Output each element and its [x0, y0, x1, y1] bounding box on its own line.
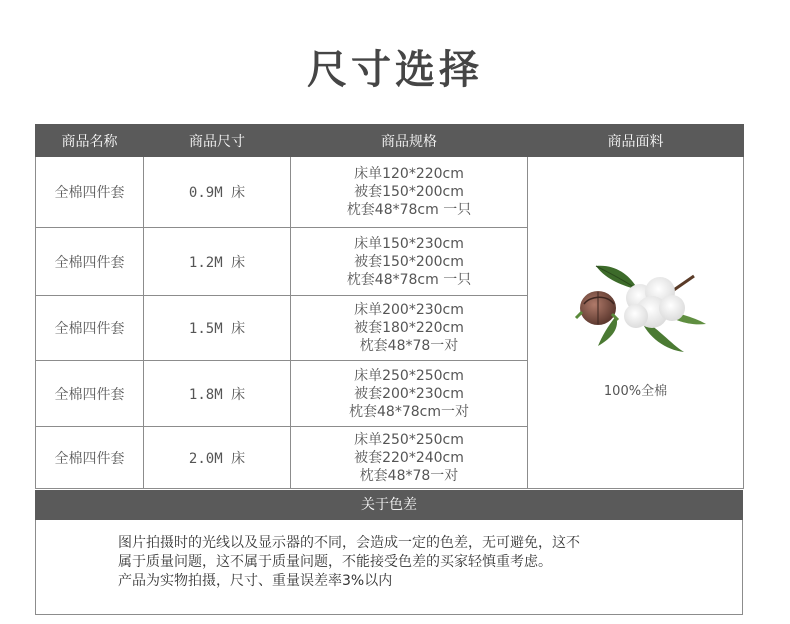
color-difference-heading: 关于色差 — [35, 490, 743, 520]
notice-line: 图片拍摄时的光线以及显示器的不同，会造成一定的色差，无可避免，这不 — [118, 535, 580, 551]
header-product-fabric: 商品面料 — [528, 125, 744, 157]
product-name: 全棉四件套 — [36, 427, 144, 489]
spec-pillow: 枕套48*78cm 一只 — [346, 271, 472, 288]
notice-line: 属于质量问题，这不属于质量问题，不能接受色差的买家轻慎重考虑。 — [118, 554, 552, 570]
spec-pillow: 枕套48*78一对 — [359, 467, 459, 484]
spec-pillow: 枕套48*78一对 — [359, 338, 459, 354]
spec-pillow: 枕套48*78cm 一只 — [346, 202, 472, 218]
spec-sheet: 床单120*220cm — [354, 166, 464, 182]
product-name: 全棉四件套 — [36, 228, 144, 296]
size-table — [35, 124, 744, 489]
product-name: 全棉四件套 — [36, 157, 144, 228]
header-product-size: 商品尺寸 — [144, 125, 291, 157]
spec-sheet: 床单250*250cm — [354, 367, 464, 384]
product-spec — [291, 296, 528, 361]
page-title: 尺寸选择 — [307, 47, 483, 93]
spec-sheet: 床单200*230cm — [354, 302, 464, 318]
product-size: 1.5M 床 — [144, 296, 291, 361]
fabric-label: 100%全棉 — [603, 384, 668, 399]
fabric-cell — [528, 157, 744, 489]
product-name: 全棉四件套 — [36, 296, 144, 361]
product-spec — [291, 361, 528, 427]
table-header-row — [36, 125, 744, 157]
product-spec — [291, 228, 528, 296]
spec-sheet: 床单150*230cm — [354, 235, 464, 252]
product-spec — [291, 427, 528, 489]
product-size: 2.0M 床 — [144, 427, 291, 489]
spec-duvet: 被套180*220cm — [354, 320, 464, 336]
color-difference-notice — [35, 520, 743, 615]
spec-duvet: 被套220*240cm — [354, 449, 464, 466]
spec-sheet: 床单250*250cm — [354, 431, 464, 448]
header-product-name: 商品名称 — [36, 125, 144, 157]
spec-duvet: 被套200*230cm — [354, 385, 464, 402]
spec-pillow: 枕套48*78cm一对 — [349, 403, 469, 420]
header-product-spec: 商品规格 — [291, 125, 528, 157]
spec-duvet: 被套150*200cm — [354, 253, 464, 270]
notice-text — [118, 534, 678, 591]
table-row — [36, 157, 744, 228]
product-size: 1.2M 床 — [144, 228, 291, 296]
product-name: 全棉四件套 — [36, 361, 144, 427]
spec-duvet: 被套150*200cm — [354, 184, 464, 200]
product-spec — [291, 157, 528, 228]
notice-line: 产品为实物拍摄，尺寸、重量误差率3%以内 — [118, 573, 393, 589]
cotton-boll-image — [556, 246, 716, 366]
product-size: 1.8M 床 — [144, 361, 291, 427]
product-size: 0.9M 床 — [144, 157, 291, 228]
